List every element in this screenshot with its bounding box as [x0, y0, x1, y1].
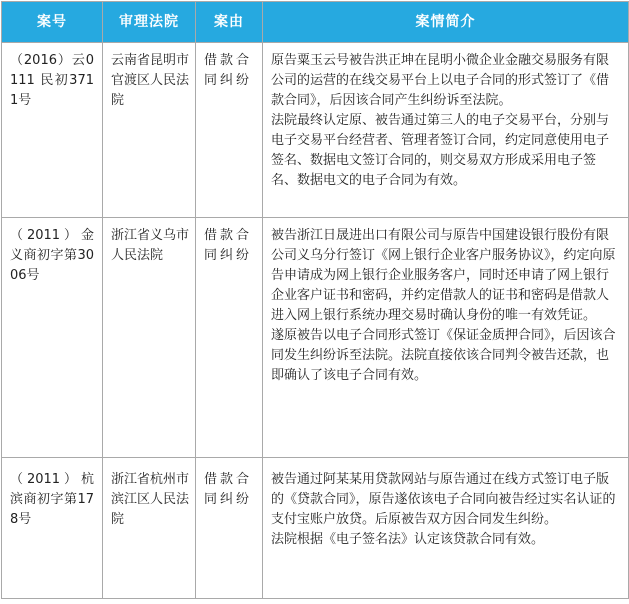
cell-summary [263, 458, 629, 599]
cell-summary [263, 218, 629, 458]
table-row [2, 458, 629, 599]
header-summary: 案情简介 [263, 2, 629, 43]
table-header-row [2, 2, 629, 43]
summary-paragraph: 法院根据《电子签名法》认定该贷款合同有效。 [271, 532, 545, 547]
cell-cause [196, 218, 263, 458]
summary-paragraph: 被告通过阿某某用贷款网站与原告通过在线方式签订电子版的《贷款合同》，原告遂依该电子合同向被告经过实名认证的支付宝账户放贷。后原被告双方因合同发生纠纷。 [271, 472, 616, 527]
summary-paragraph: 遂原被告以电子合同形式签订《保证金质押合同》，后因该合同发生纠纷诉至法院。法院直接依该合同判令被告还款，也即确认了该电子合同有效。 [271, 328, 616, 383]
summary-text [263, 458, 628, 550]
court-text: 云南省昆明市官渡区人民法院 [111, 53, 190, 108]
cell-court [103, 43, 196, 218]
cell-cause [196, 458, 263, 599]
summary-paragraph: 被告浙江日晟进出口有限公司与原告中国建设银行股份有限公司义乌分行签订《网上银行企业客户服务协议》，约定向原告申请成为网上银行企业服务客户，同时还申请了网上银行企业客户证书和密码，并约定借款人的证书和密码是借款人进入网上银行系统办理交易时确认身份的唯一有效凭证。 [271, 228, 616, 323]
summary-text [263, 218, 628, 386]
table-row [2, 218, 629, 458]
cell-case-no [2, 43, 103, 218]
header-case-no: 案号 [2, 2, 103, 43]
court-text: 浙江省杭州市滨江区人民法院 [111, 472, 190, 527]
cell-summary [263, 43, 629, 218]
summary-paragraph: 原告粟玉云号被告洪正坤在昆明小微企业金融交易服务有限公司的运营的在线交易平台上以电子合同的形式签订了《借款合同》，后因该合同产生纠纷诉至法院。 [271, 53, 610, 108]
summary-paragraph: 法院最终认定原、被告通过第三人的电子交易平台，分别与电子交易平台经营者、管理者签订合同，约定同意使用电子签名、数据电文签订合同的，则交易双方形成采用电子签名、数据电文的电子合同为有效。 [271, 113, 610, 188]
cell-case-no [2, 458, 103, 599]
cell-court [103, 218, 196, 458]
cause-text: 借款合同纠纷 [204, 53, 253, 88]
case-no-text: （2016）云0111 民初3711号 [10, 53, 94, 108]
header-court: 审理法院 [103, 2, 196, 43]
cause-text: 借款合同纠纷 [204, 228, 253, 263]
summary-text [263, 43, 628, 191]
cell-cause [196, 43, 263, 218]
cell-court [103, 458, 196, 599]
case-table [1, 1, 629, 599]
court-text: 浙江省义乌市人民法院 [111, 228, 190, 263]
cause-text: 借款合同纠纷 [204, 472, 253, 507]
case-no-text: （2011）杭滨商初字第178号 [10, 472, 94, 527]
header-cause: 案由 [196, 2, 263, 43]
case-no-text: （2011）金义商初字第3006号 [10, 228, 94, 283]
cell-case-no [2, 218, 103, 458]
table-row [2, 43, 629, 218]
